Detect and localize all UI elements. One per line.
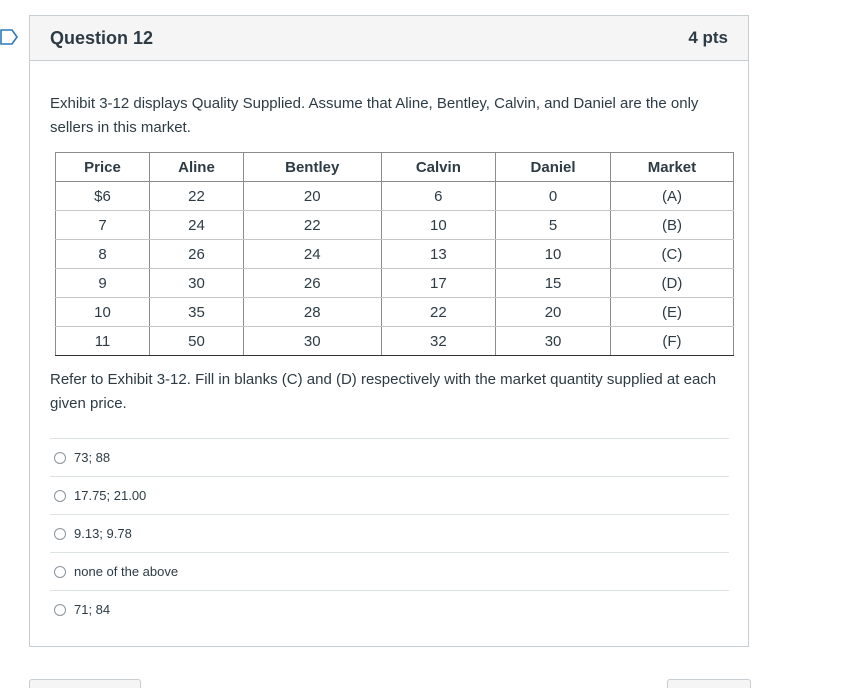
exhibit-table: [55, 152, 734, 356]
answer-option[interactable]: [50, 514, 729, 552]
answer-label: 71; 84: [74, 602, 111, 617]
question-points: 4 pts: [688, 28, 728, 47]
table-row: [56, 182, 734, 211]
table-cell: 26: [149, 240, 243, 269]
table-cell: 20: [496, 298, 611, 327]
table-cell: 30: [496, 327, 611, 356]
table-cell: (B): [610, 211, 733, 240]
table-cell: (A): [610, 182, 733, 211]
table-cell: 30: [243, 327, 381, 356]
answer-option[interactable]: [50, 438, 729, 476]
radio-button[interactable]: [54, 604, 66, 616]
table-cell: 22: [149, 182, 243, 211]
table-cell: 22: [243, 211, 381, 240]
table-header-cell: Bentley: [243, 153, 381, 182]
question-header: [30, 16, 748, 61]
table-row: [56, 327, 734, 356]
table-cell: 9: [56, 269, 150, 298]
table-cell: 13: [381, 240, 496, 269]
table-cell: $6: [56, 182, 150, 211]
table-cell: 5: [496, 211, 611, 240]
table-cell: (D): [610, 269, 733, 298]
answer-label: none of the above: [74, 564, 179, 579]
table-cell: 0: [496, 182, 611, 211]
table-cell: 20: [243, 182, 381, 211]
table-row: [56, 269, 734, 298]
table-cell: 7: [56, 211, 150, 240]
table-cell: 10: [496, 240, 611, 269]
table-cell: (C): [610, 240, 733, 269]
table-header-cell: Daniel: [496, 153, 611, 182]
answer-option[interactable]: [50, 476, 729, 514]
table-cell: 35: [149, 298, 243, 327]
table-cell: 10: [56, 298, 150, 327]
table-header-cell: Calvin: [381, 153, 496, 182]
table-cell: 50: [149, 327, 243, 356]
answer-option[interactable]: [50, 590, 729, 628]
radio-button[interactable]: [54, 490, 66, 502]
table-row: [56, 240, 734, 269]
table-header-cell: Market: [610, 153, 733, 182]
previous-button[interactable]: [29, 679, 141, 688]
table-row: [56, 211, 734, 240]
radio-button[interactable]: [54, 566, 66, 578]
answer-option[interactable]: [50, 552, 729, 590]
table-cell: 26: [243, 269, 381, 298]
answer-list: [50, 438, 729, 628]
table-cell: 11: [56, 327, 150, 356]
table-cell: 22: [381, 298, 496, 327]
table-cell: 6: [381, 182, 496, 211]
table-header-row: [56, 153, 734, 182]
bookmark-flag-icon[interactable]: [0, 29, 18, 45]
answer-label: 73; 88: [74, 450, 111, 465]
question-body: [30, 92, 748, 628]
table-cell: 24: [243, 240, 381, 269]
table-cell: 28: [243, 298, 381, 327]
radio-button[interactable]: [54, 528, 66, 540]
table-cell: 10: [381, 211, 496, 240]
radio-button[interactable]: [54, 452, 66, 464]
table-cell: (E): [610, 298, 733, 327]
question-prompt: Refer to Exhibit 3-12. Fill in blanks (C) and (D) respectively with the market quantity supplied at each given price.: [50, 371, 717, 412]
table-cell: 32: [381, 327, 496, 356]
table-header-cell: Aline: [149, 153, 243, 182]
table-cell: 17: [381, 269, 496, 298]
question-title: Question 12: [50, 27, 154, 48]
table-cell: 30: [149, 269, 243, 298]
table-row: [56, 298, 734, 327]
next-button[interactable]: [667, 679, 751, 688]
answer-label: 17.75; 21.00: [74, 488, 147, 503]
table-cell: 8: [56, 240, 150, 269]
table-cell: (F): [610, 327, 733, 356]
table-cell: 15: [496, 269, 611, 298]
table-cell: 24: [149, 211, 243, 240]
answer-label: 9.13; 9.78: [74, 526, 132, 541]
question-intro: Exhibit 3-12 displays Quality Supplied. Assume that Aline, Bentley, Calvin, and Daniel are the only sellers in this market.: [50, 95, 699, 136]
table-header-cell: Price: [56, 153, 150, 182]
question-card: [29, 15, 749, 647]
